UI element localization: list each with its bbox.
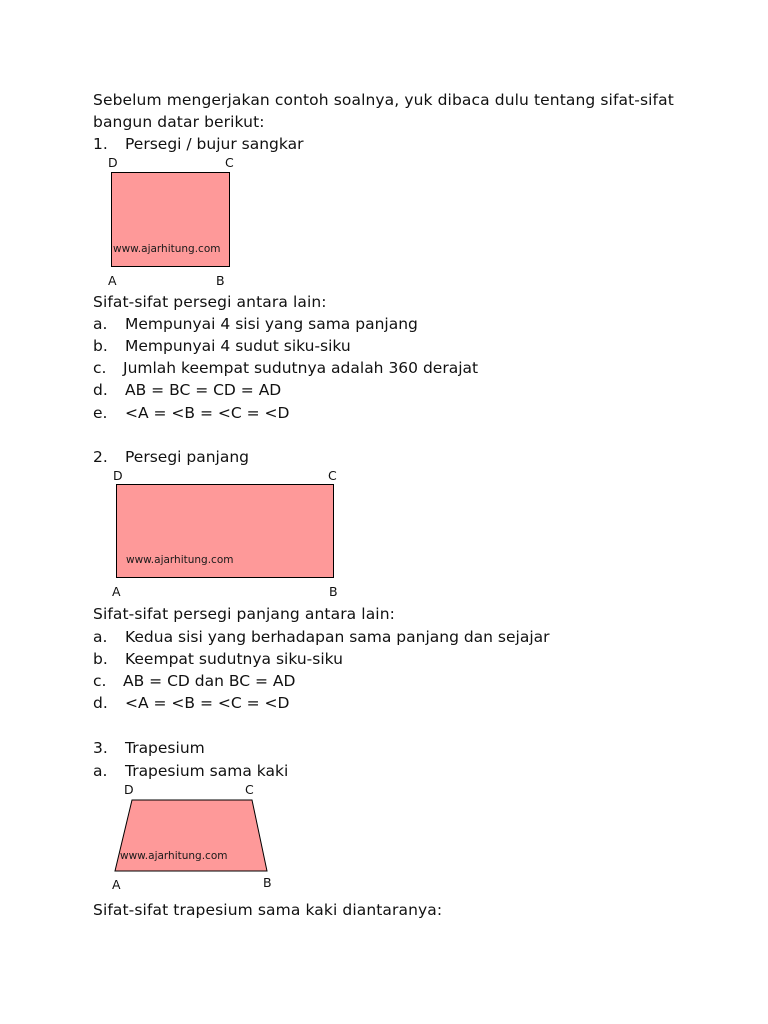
list-item-marker: d. bbox=[93, 381, 108, 399]
list-item-text: Kedua sisi yang berhadapan sama panjang dan sejajar bbox=[125, 628, 550, 646]
list-item-marker: c. bbox=[93, 359, 107, 377]
list-item-text: Mempunyai 4 sudut siku-siku bbox=[125, 337, 351, 355]
vertex-a-label: A bbox=[108, 273, 117, 288]
list-item-text: AB = CD dan BC = AD bbox=[123, 672, 296, 690]
vertex-a-label: A bbox=[112, 584, 121, 599]
list-item-text: <A = <B = <C = <D bbox=[125, 404, 290, 422]
section-3-properties-title: Sifat-sifat trapesium sama kaki diantaranya: bbox=[93, 901, 443, 919]
vertex-c-label: C bbox=[328, 468, 337, 483]
list-item-text: AB = BC = CD = AD bbox=[125, 381, 282, 399]
watermark-text: www.ajarhitung.com bbox=[113, 243, 221, 255]
section-2-properties-title: Sifat-sifat persegi panjang antara lain: bbox=[93, 605, 395, 623]
watermark-text: www.ajarhitung.com bbox=[120, 850, 228, 862]
list-item-marker: d. bbox=[93, 694, 108, 712]
vertex-c-label: C bbox=[225, 155, 234, 170]
list-item-marker: a. bbox=[93, 628, 108, 646]
section-2-number: 2. bbox=[93, 448, 108, 466]
list-item-marker: a. bbox=[93, 315, 108, 333]
list-item-marker: b. bbox=[93, 650, 108, 668]
list-item-marker: c. bbox=[93, 672, 107, 690]
vertex-b-label: B bbox=[263, 875, 272, 890]
intro-line-2: bangun datar berikut: bbox=[93, 113, 265, 131]
vertex-d-label: D bbox=[113, 468, 123, 483]
list-item-marker: e. bbox=[93, 404, 108, 422]
list-item-text: Keempat sudutnya siku-siku bbox=[125, 650, 343, 668]
section-3a-title: Trapesium sama kaki bbox=[125, 762, 289, 780]
section-1-number: 1. bbox=[93, 135, 108, 153]
list-item-marker: b. bbox=[93, 337, 108, 355]
section-1-title: Persegi / bujur sangkar bbox=[125, 135, 304, 153]
section-3-number: 3. bbox=[93, 739, 108, 757]
vertex-b-label: B bbox=[216, 273, 225, 288]
section-3-title: Trapesium bbox=[125, 739, 205, 757]
list-item-text: Mempunyai 4 sisi yang sama panjang bbox=[125, 315, 418, 333]
section-1-properties-title: Sifat-sifat persegi antara lain: bbox=[93, 293, 327, 311]
intro-line-1: Sebelum mengerjakan contoh soalnya, yuk dibaca dulu tentang sifat-sifat bbox=[93, 91, 674, 109]
vertex-b-label: B bbox=[329, 584, 338, 599]
vertex-d-label: D bbox=[124, 782, 134, 797]
watermark-text: www.ajarhitung.com bbox=[126, 554, 234, 566]
section-3a-marker: a. bbox=[93, 762, 108, 780]
vertex-d-label: D bbox=[108, 155, 118, 170]
vertex-c-label: C bbox=[245, 782, 254, 797]
section-2-title: Persegi panjang bbox=[125, 448, 250, 466]
list-item-text: Jumlah keempat sudutnya adalah 360 derajat bbox=[123, 359, 479, 377]
list-item-text: <A = <B = <C = <D bbox=[125, 694, 290, 712]
vertex-a-label: A bbox=[112, 877, 121, 892]
